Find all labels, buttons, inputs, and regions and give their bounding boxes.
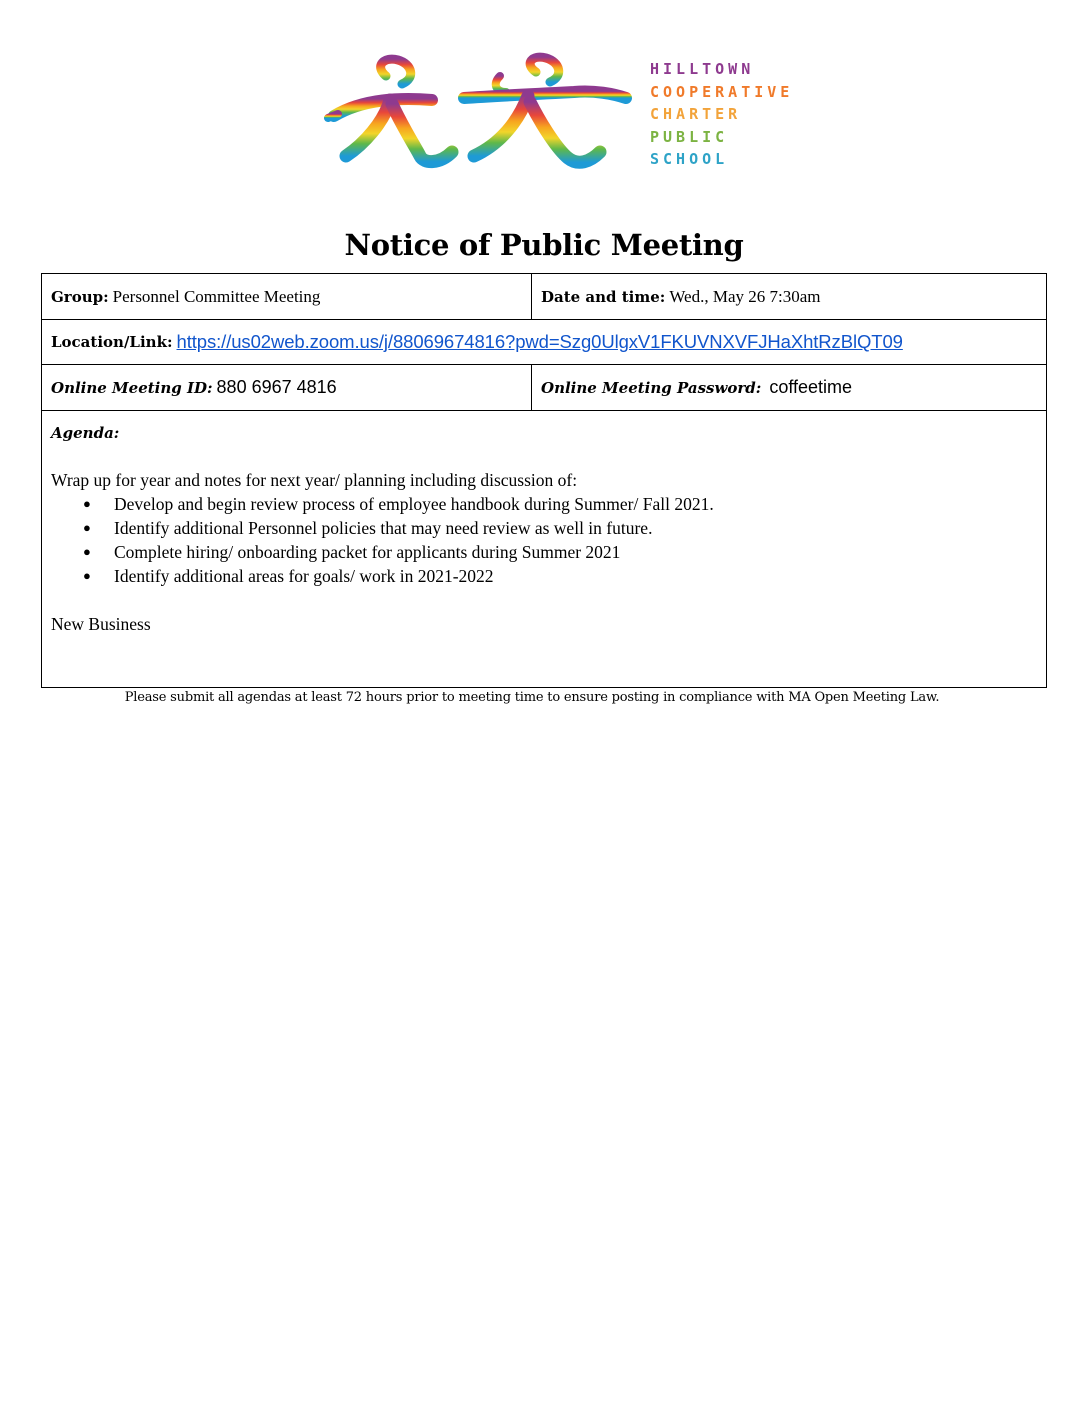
zoom-meeting-link[interactable]: https://us02web.zoom.us/j/88069674816?pwd=Szg0UlgxV1FKUVNXVFJHaXhtRzBlQT09 — [176, 331, 903, 352]
meeting-id-label: Online Meeting ID: — [51, 378, 213, 397]
logo-line-charter: CHARTER — [650, 105, 742, 123]
notice-row-credentials — [42, 365, 1046, 411]
logo-line-school: SCHOOL — [650, 150, 729, 168]
meeting-id-cell — [42, 365, 532, 410]
list-item — [51, 540, 1037, 564]
submission-footer-note: Please submit all agendas at least 72 hours prior to meeting time to ensure posting in compliance with MA Open Meeting Law. — [124, 690, 940, 705]
datetime-value: Wed., May 26 7:30am — [669, 286, 821, 306]
list-item — [51, 564, 1037, 588]
datetime-cell — [532, 274, 1046, 319]
agenda-intro: Wrap up for year and notes for next year/ planning including discussion of: — [51, 470, 578, 490]
agenda-item-text: Identify additional areas for goals/ work in 2021-2022 — [114, 566, 494, 586]
logo-line-public: PUBLIC — [650, 127, 729, 146]
password-label: Online Meeting Password: — [541, 378, 762, 397]
new-business-heading: New Business — [51, 614, 151, 634]
hilltown-figures-logo-icon — [324, 52, 634, 180]
agenda-item-text: Develop and begin review process of employee handbook during Summer/ Fall 2021. — [114, 494, 714, 514]
group-cell — [42, 274, 532, 319]
logo-line-cooperative: COOPERATIVE — [650, 82, 794, 101]
school-logo — [324, 52, 794, 180]
agenda-cell — [42, 411, 1046, 687]
page-title: Notice of Public Meeting — [344, 228, 744, 262]
school-name-wordmark — [650, 58, 794, 171]
datetime-label: Date and time: — [541, 287, 666, 306]
password-value: coffeetime — [769, 377, 853, 397]
list-item — [51, 516, 1037, 540]
agenda-list — [51, 492, 1037, 588]
group-label: Group: — [51, 287, 109, 306]
bullet-icon: ● — [83, 496, 91, 511]
agenda-label: Agenda: — [51, 424, 120, 442]
location-cell — [42, 320, 1046, 364]
group-value: Personnel Committee Meeting — [112, 286, 321, 306]
password-cell — [532, 365, 1046, 410]
meeting-id-value: 880 6967 4816 — [216, 377, 337, 397]
agenda-item-text: Complete hiring/ onboarding packet for applicants during Summer 2021 — [114, 542, 621, 562]
notice-row-group — [42, 274, 1046, 320]
bullet-icon: ● — [83, 568, 91, 583]
list-item — [51, 492, 1037, 516]
location-label: Location/Link: — [51, 333, 173, 351]
notice-row-location — [42, 320, 1046, 365]
meeting-notice-table — [41, 273, 1047, 688]
bullet-icon: ● — [83, 544, 91, 559]
logo-line-hilltown: HILLTOWN — [650, 60, 755, 78]
notice-row-agenda — [42, 411, 1046, 687]
agenda-item-text: Identify additional Personnel policies that may need review as well in future. — [114, 518, 653, 538]
bullet-icon: ● — [83, 520, 91, 535]
